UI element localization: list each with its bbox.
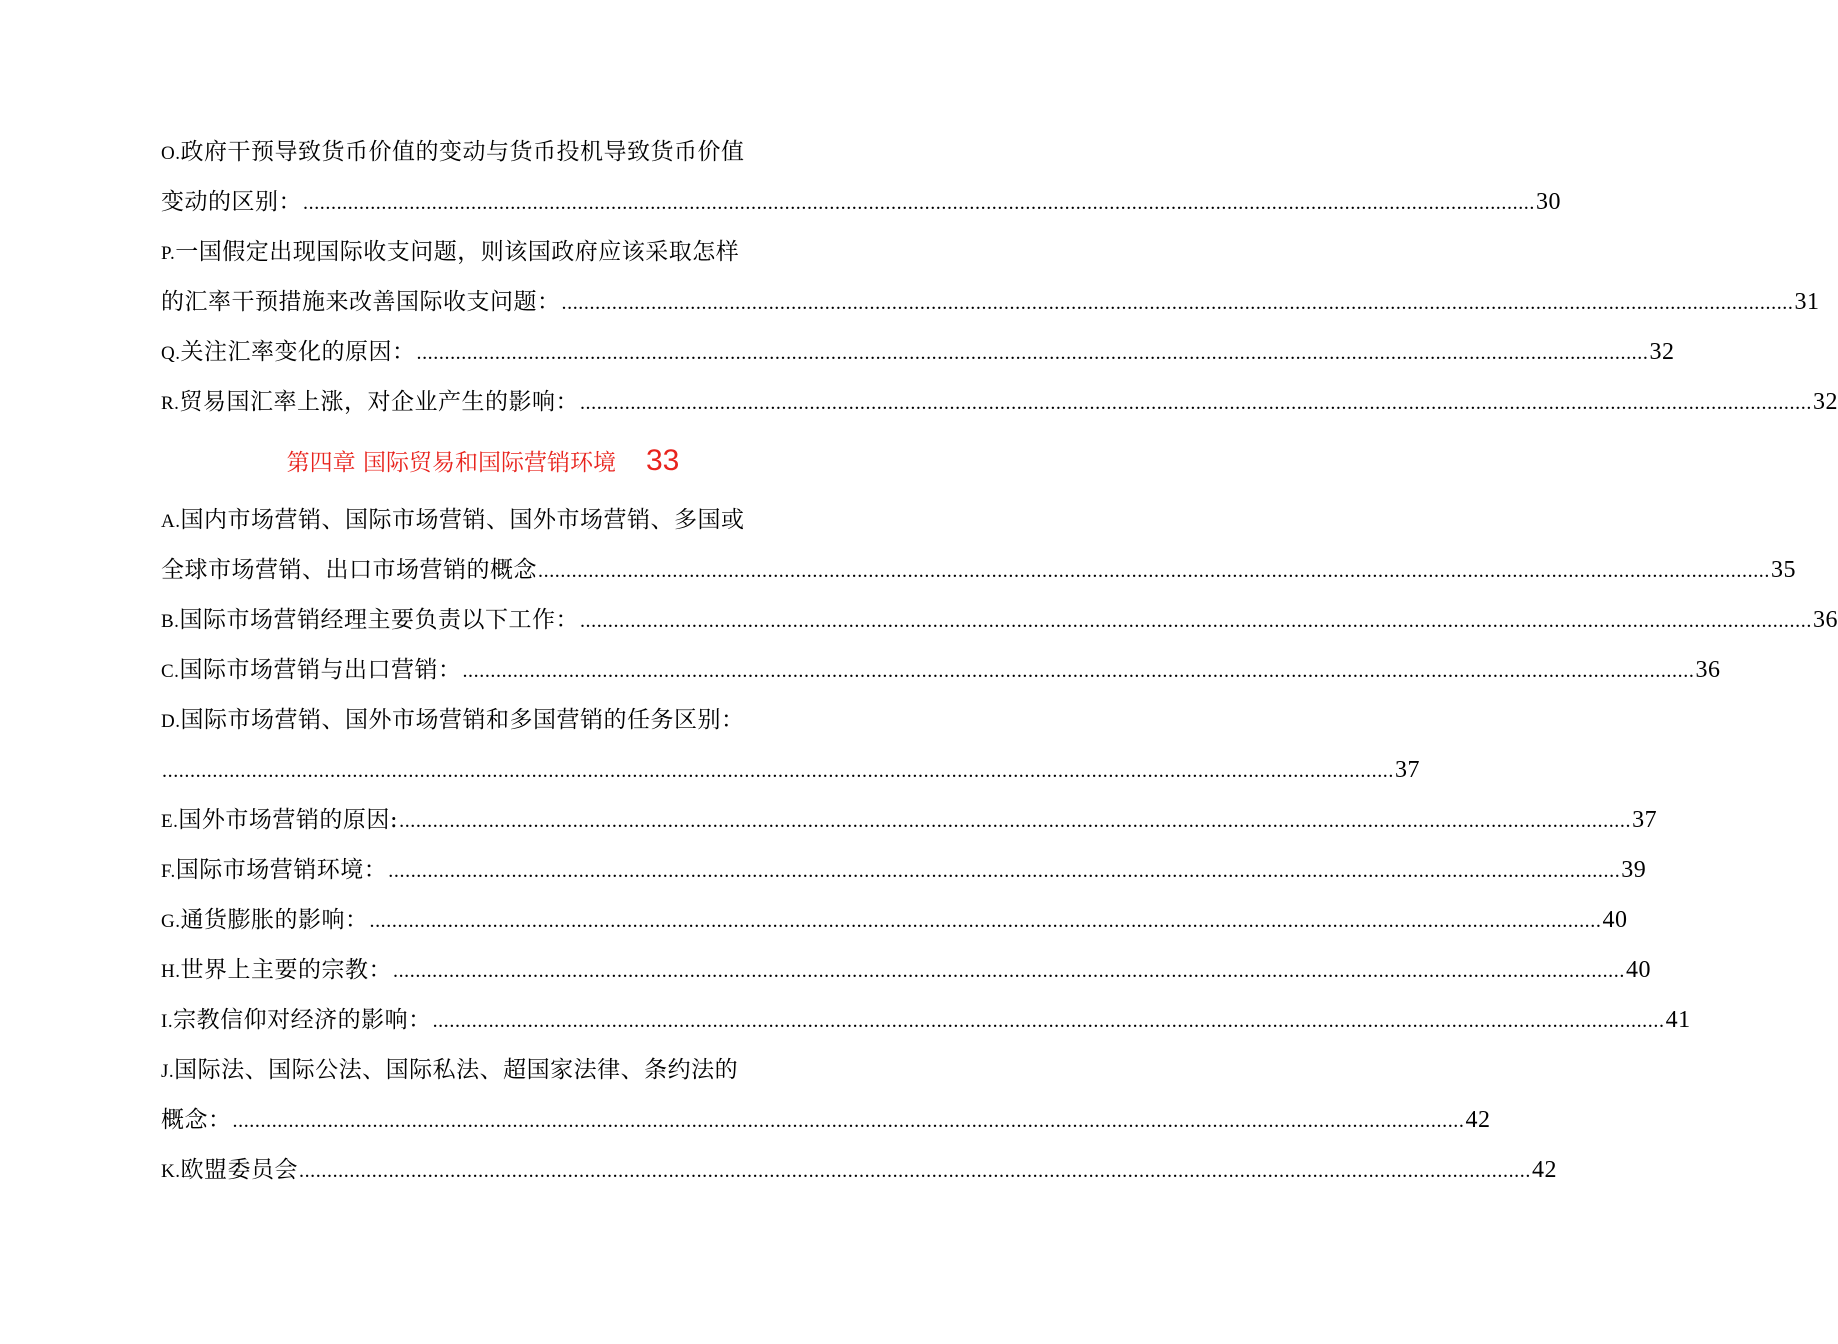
- chapter-heading[interactable]: [161, 427, 805, 495]
- toc-entry-line: [161, 177, 1561, 227]
- dot-leader: ............................................................................................................................................................................................................................: [298, 1160, 1531, 1182]
- dot-leader: ............................................................................................................................................................................................................................: [303, 192, 1535, 214]
- toc-page: [161, 127, 1838, 1195]
- dot-leader: ............................................................................................................................................................................................................................: [369, 910, 1602, 932]
- toc-entry-text: 国际市场营销、国外市场营销和多国营销的任务区别：: [180, 707, 745, 733]
- toc-entry-text: 关注汇率变化的原因：: [180, 339, 416, 365]
- toc-entry-text: 国内市场营销、国际市场营销、国外市场营销、多国或: [180, 507, 745, 533]
- toc-entry-title: [161, 177, 302, 227]
- toc-entry[interactable]: [161, 845, 1647, 895]
- toc-entry-letter: P.: [161, 243, 176, 264]
- toc-entry-line: [161, 495, 805, 545]
- toc-page-number: 40: [1602, 907, 1628, 933]
- chapter-title: 第四章 国际贸易和国际营销环境: [286, 450, 616, 476]
- toc-entry-line: [161, 277, 1820, 327]
- toc-entry-text: 贸易国汇率上涨，对企业产生的影响：: [179, 389, 579, 415]
- toc-entry[interactable]: [161, 127, 1561, 227]
- toc-entry-title: [161, 845, 387, 897]
- toc-entry-letter: D.: [161, 711, 181, 732]
- toc-page-number: 40: [1625, 957, 1651, 983]
- toc-entry-title: [161, 945, 392, 997]
- toc-entry-line: [161, 327, 1675, 377]
- toc-page-number: 42: [1531, 1157, 1557, 1183]
- toc-entry-line: [161, 845, 1647, 895]
- toc-entry-title: [161, 595, 579, 647]
- toc-entry-text: 概念：: [161, 1107, 232, 1133]
- dot-leader: ............................................................................................................................................................................................................................: [399, 810, 1632, 832]
- toc-entry-line: [161, 1095, 1491, 1145]
- dot-leader: ............................................................................................................................................................................................................................: [538, 560, 1770, 582]
- toc-page-number: 42: [1465, 1107, 1491, 1133]
- toc-entry-title: [161, 545, 537, 595]
- toc-entry-title: [161, 995, 432, 1047]
- dot-leader: ............................................................................................................................................................................................................................: [432, 1010, 1665, 1032]
- toc-entry-text: 国际市场营销环境：: [175, 857, 388, 883]
- dot-leader: ............................................................................................................................................................................................................................: [416, 342, 1649, 364]
- toc-entry[interactable]: [161, 695, 1420, 795]
- toc-entry-title: [161, 1095, 232, 1145]
- toc-entry[interactable]: [161, 995, 1691, 1045]
- toc-page-number: 36: [1812, 607, 1838, 633]
- toc-entry-text: 通货膨胀的影响：: [180, 907, 369, 933]
- toc-entry-line: [161, 545, 1796, 595]
- toc-entry-letter: B.: [161, 611, 180, 632]
- toc-entry-letter: C.: [161, 661, 180, 682]
- toc-entry[interactable]: [161, 795, 1658, 845]
- toc-entry-letter: O.: [161, 143, 181, 164]
- toc-page-number: 36: [1695, 657, 1721, 683]
- toc-entry-line: [161, 945, 1651, 995]
- toc-entry-letter: F.: [161, 861, 176, 882]
- chapter-page-number: 33: [645, 444, 680, 477]
- toc-section-after: [161, 495, 1838, 1195]
- toc-entry-text: 变动的区别：: [161, 189, 302, 215]
- toc-entry-text: 全球市场营销、出口市场营销的概念: [161, 557, 537, 583]
- dot-leader: ............................................................................................................................................................................................................................: [232, 1110, 1465, 1132]
- toc-entry[interactable]: [161, 595, 1838, 645]
- toc-page-number: 37: [1632, 807, 1658, 833]
- toc-page-number: 39: [1621, 857, 1647, 883]
- toc-page-number: 37: [1395, 757, 1420, 783]
- toc-entry-text: 欧盟委员会: [180, 1157, 298, 1183]
- toc-entry-text: 国际市场营销经理主要负责以下工作：: [179, 607, 579, 633]
- toc-entry-title: [161, 1145, 298, 1197]
- toc-entry-letter: J.: [161, 1061, 175, 1082]
- toc-page-number: 32: [1649, 339, 1675, 365]
- toc-entry-line: [161, 127, 805, 177]
- dot-leader: ............................................................................................................................................................................................................................: [388, 860, 1621, 882]
- toc-entry-line: [161, 1145, 1557, 1195]
- toc-entry-letter: A.: [161, 511, 181, 532]
- toc-page-number: 32: [1812, 389, 1838, 415]
- toc-entry[interactable]: [161, 327, 1675, 377]
- toc-page-number: 41: [1665, 1007, 1691, 1033]
- toc-entry-text: 一国假定出现国际收支问题，则该国政府应该采取怎样: [175, 239, 740, 265]
- toc-entry-text: 政府干预导致货币价值的变动与货币投机导致货币价值: [180, 139, 745, 165]
- toc-entry[interactable]: [161, 1145, 1557, 1195]
- toc-entry[interactable]: [161, 895, 1628, 945]
- toc-entry-line: [161, 895, 1628, 945]
- toc-entry-text: 国外市场营销的原因:: [178, 807, 399, 833]
- toc-entry[interactable]: [161, 377, 1838, 427]
- toc-entry-line: [161, 795, 1658, 845]
- toc-entry-letter: I.: [161, 1011, 174, 1032]
- toc-entry-text: 国际市场营销与出口营销：: [179, 657, 462, 683]
- toc-entry[interactable]: [161, 495, 1796, 595]
- toc-entry[interactable]: [161, 645, 1721, 695]
- dot-leader: ............................................................................................................................................................................................................................: [579, 392, 1812, 414]
- dot-leader: ............................................................................................................................................................................................................................: [162, 760, 1394, 782]
- toc-entry-title: [161, 327, 415, 379]
- toc-entry-title: [161, 377, 579, 429]
- toc-entry-line: [161, 227, 805, 277]
- dot-leader: ............................................................................................................................................................................................................................: [462, 660, 1695, 682]
- toc-page-number: 35: [1771, 557, 1796, 583]
- toc-entry-letter: H.: [161, 961, 181, 982]
- toc-entry-line: [161, 595, 1838, 645]
- toc-entry-text: 国际法、国际公法、国际私法、超国家法律、条约法的: [174, 1057, 739, 1083]
- toc-entry-title: [161, 795, 398, 847]
- toc-entry-line: [161, 1045, 805, 1095]
- toc-entry-letter: E.: [161, 811, 179, 832]
- toc-entry-text: 世界上主要的宗教：: [180, 957, 392, 983]
- toc-entry-title: [161, 895, 368, 947]
- toc-entry[interactable]: [161, 945, 1651, 995]
- toc-entry-title: [161, 277, 561, 327]
- toc-entry-line: [161, 745, 1420, 795]
- dot-leader: ............................................................................................................................................................................................................................: [561, 292, 1794, 314]
- toc-entry[interactable]: [161, 1045, 1491, 1145]
- toc-entry-text: 宗教信仰对经济的影响：: [173, 1007, 432, 1033]
- toc-entry-text: 的汇率干预措施来改善国际收支问题：: [161, 289, 561, 315]
- dot-leader: ............................................................................................................................................................................................................................: [392, 960, 1625, 982]
- toc-entry-letter: K.: [161, 1161, 181, 1182]
- toc-entry-line: [161, 995, 1691, 1045]
- toc-entry-line: [161, 377, 1838, 427]
- toc-entry[interactable]: [161, 227, 1820, 327]
- toc-entry-letter: R.: [161, 393, 180, 414]
- toc-page-number: 31: [1794, 289, 1820, 315]
- toc-entry-letter: G.: [161, 911, 181, 932]
- toc-entry-line: [161, 645, 1721, 695]
- dot-leader: ............................................................................................................................................................................................................................: [579, 610, 1812, 632]
- toc-page-number: 30: [1536, 189, 1561, 215]
- toc-section-before: [161, 127, 1838, 427]
- toc-entry-title: [161, 645, 461, 697]
- toc-entry-letter: Q.: [161, 343, 181, 364]
- toc-entry-line: [161, 695, 805, 745]
